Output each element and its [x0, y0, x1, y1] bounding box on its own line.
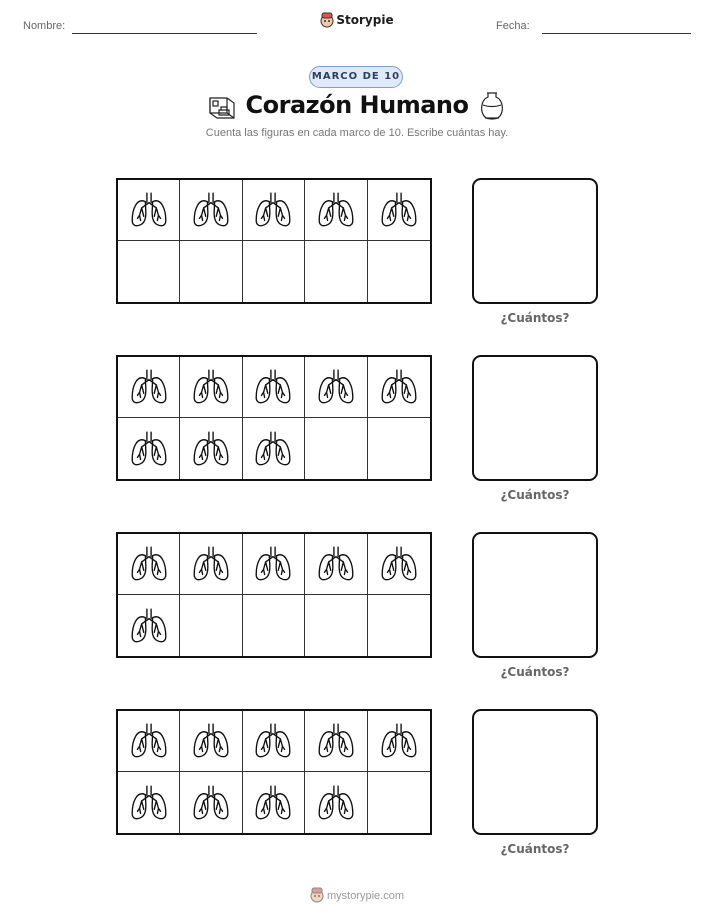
ten-frame-cell	[305, 772, 367, 833]
lungs-icon	[128, 366, 170, 408]
ten-frame-cell	[180, 180, 242, 241]
ten-frame-cell	[243, 180, 305, 241]
ten-frame-cell	[180, 418, 242, 479]
lungs-icon	[378, 543, 420, 585]
ten-frame-cell	[243, 534, 305, 595]
ten-frame-cell	[368, 534, 430, 595]
ten-frame-cell	[368, 241, 430, 302]
ten-frame-cell	[180, 711, 242, 772]
lungs-icon	[190, 189, 232, 231]
ten-frame-cell	[368, 418, 430, 479]
ten-frame-cell	[305, 241, 367, 302]
ten-frame-cell	[118, 772, 180, 833]
name-field-line[interactable]	[72, 33, 257, 34]
ten-frame-cell	[305, 418, 367, 479]
lungs-icon	[252, 782, 294, 824]
lungs-icon	[128, 605, 170, 647]
ten-frame-cell	[243, 357, 305, 418]
ten-frame-cell	[118, 595, 180, 656]
ten-frame	[116, 178, 432, 304]
ten-frame-cell	[368, 595, 430, 656]
ten-frame-cell	[118, 180, 180, 241]
ten-frame-cell	[368, 357, 430, 418]
pottery-icon	[478, 90, 506, 122]
how-many-label: ¿Cuántos?	[500, 311, 570, 325]
lungs-icon	[128, 720, 170, 762]
lungs-icon	[128, 428, 170, 470]
lungs-icon	[190, 543, 232, 585]
page-title: Corazón Humano	[245, 91, 469, 119]
ten-frame-cell	[243, 241, 305, 302]
footer-url: mystorypie.com	[326, 890, 405, 902]
lungs-icon	[190, 428, 232, 470]
lungs-icon	[378, 720, 420, 762]
ten-frame-cell	[243, 772, 305, 833]
footer	[0, 887, 714, 903]
ten-frame-cell	[118, 418, 180, 479]
lungs-icon	[315, 543, 357, 585]
instructions: Cuenta las figuras en cada marco de 10. Escribe cuántas hay.	[205, 127, 509, 139]
how-many-label: ¿Cuántos?	[500, 665, 570, 679]
storypie-mascot-icon	[320, 12, 334, 28]
answer-box[interactable]	[472, 178, 598, 304]
lungs-icon	[190, 366, 232, 408]
lungs-icon	[128, 189, 170, 231]
ten-frame-cell	[368, 711, 430, 772]
ten-frame-cell	[180, 772, 242, 833]
ten-frame-cell	[243, 711, 305, 772]
ten-frame-cell	[180, 357, 242, 418]
worksheet-type-badge: MARCO DE 10	[309, 66, 403, 88]
ten-frame-cell	[118, 241, 180, 302]
how-many-label: ¿Cuántos?	[500, 488, 570, 502]
ten-frame-cell	[243, 418, 305, 479]
lungs-icon	[315, 782, 357, 824]
ten-frame-cell	[305, 534, 367, 595]
ten-frame-cell	[305, 357, 367, 418]
name-label: Nombre:	[23, 20, 66, 32]
lungs-icon	[252, 720, 294, 762]
ten-frame-cell	[368, 772, 430, 833]
date-field-line[interactable]	[542, 33, 691, 34]
lungs-icon	[378, 366, 420, 408]
ten-frame-cell	[305, 180, 367, 241]
answer-box[interactable]	[472, 532, 598, 658]
ten-frame-cell	[305, 595, 367, 656]
lungs-icon	[252, 428, 294, 470]
ten-frame	[116, 709, 432, 835]
lungs-icon	[315, 189, 357, 231]
ten-frame-cell	[368, 180, 430, 241]
ten-frame-cell	[243, 595, 305, 656]
lungs-icon	[252, 189, 294, 231]
ten-frame-cell	[118, 357, 180, 418]
ten-frame-cell	[180, 595, 242, 656]
ten-frame	[116, 532, 432, 658]
storypie-mascot-icon	[310, 887, 324, 903]
ten-frame	[116, 355, 432, 481]
lungs-icon	[252, 366, 294, 408]
ten-frame-cell	[180, 241, 242, 302]
brand-logo	[0, 12, 714, 28]
lungs-icon	[315, 366, 357, 408]
ten-frame-cell	[180, 534, 242, 595]
lungs-icon	[190, 782, 232, 824]
date-label: Fecha:	[496, 20, 530, 32]
lungs-icon	[128, 782, 170, 824]
answer-box[interactable]	[472, 355, 598, 481]
ten-frame-cell	[305, 711, 367, 772]
lungs-icon	[252, 543, 294, 585]
lungs-icon	[315, 720, 357, 762]
lungs-icon	[378, 189, 420, 231]
answer-box[interactable]	[472, 709, 598, 835]
lungs-icon	[128, 543, 170, 585]
ten-frame-cell	[118, 534, 180, 595]
how-many-label: ¿Cuántos?	[500, 842, 570, 856]
lungs-icon	[190, 720, 232, 762]
brand-name: Storypie	[336, 13, 394, 27]
ten-frame-cell	[118, 711, 180, 772]
